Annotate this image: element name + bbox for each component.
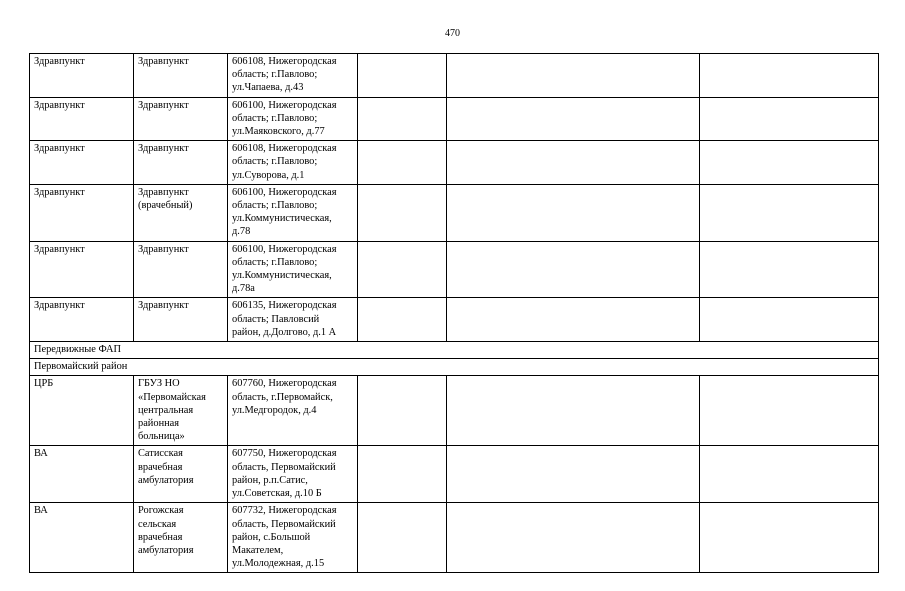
facility-type-cell: Здравпункт bbox=[30, 54, 134, 98]
table-body bbox=[30, 54, 879, 573]
empty-cell-6 bbox=[700, 141, 879, 185]
address-cell: 606108, Нижегородская область; г.Павлово; ул.Суворова, д.1 bbox=[228, 141, 358, 185]
empty-cell-5 bbox=[447, 141, 700, 185]
empty-cell-5 bbox=[447, 503, 700, 573]
facility-type-cell: ВА bbox=[30, 503, 134, 573]
empty-cell-4 bbox=[358, 97, 447, 141]
address-cell: 606135, Нижегородская область; Павловсий район, д.Долгово, д.1 А bbox=[228, 298, 358, 342]
address-cell: 606108, Нижегородская область; г.Павлово; ул.Чапаева, д.43 bbox=[228, 54, 358, 98]
facility-name-cell: Здравпункт bbox=[134, 298, 228, 342]
facility-type-cell: Здравпункт bbox=[30, 141, 134, 185]
table-row bbox=[30, 54, 879, 98]
empty-cell-5 bbox=[447, 241, 700, 298]
subsection-label: Первомайский район bbox=[30, 359, 879, 376]
page-number: 470 bbox=[445, 28, 460, 39]
subsection-header-row bbox=[30, 359, 879, 376]
section-label: Передвижные ФАП bbox=[30, 342, 879, 359]
empty-cell-4 bbox=[358, 503, 447, 573]
empty-cell-4 bbox=[358, 376, 447, 446]
facility-type-cell: Здравпункт bbox=[30, 97, 134, 141]
empty-cell-6 bbox=[700, 446, 879, 503]
facility-type-cell: ЦРБ bbox=[30, 376, 134, 446]
empty-cell-4 bbox=[358, 54, 447, 98]
facility-name-cell: Здравпункт (врачебный) bbox=[134, 184, 228, 241]
table-row bbox=[30, 298, 879, 342]
empty-cell-5 bbox=[447, 184, 700, 241]
facility-name-cell: Здравпункт bbox=[134, 141, 228, 185]
facility-name-cell: ГБУЗ НО «Первомайская центральная районная больница» bbox=[134, 376, 228, 446]
empty-cell-6 bbox=[700, 241, 879, 298]
facility-type-cell: ВА bbox=[30, 446, 134, 503]
facility-name-cell: Здравпункт bbox=[134, 54, 228, 98]
empty-cell-4 bbox=[358, 446, 447, 503]
empty-cell-4 bbox=[358, 141, 447, 185]
empty-cell-6 bbox=[700, 503, 879, 573]
table-row bbox=[30, 446, 879, 503]
address-cell: 606100, Нижегородская область; г.Павлово; ул.Коммунистическая, д.78 bbox=[228, 184, 358, 241]
table-row bbox=[30, 184, 879, 241]
address-cell: 606100, Нижегородская область; г.Павлово; ул.Коммунистическая, д.78а bbox=[228, 241, 358, 298]
table-row bbox=[30, 141, 879, 185]
facility-name-cell: Здравпункт bbox=[134, 241, 228, 298]
empty-cell-6 bbox=[700, 376, 879, 446]
address-cell: 607750, Нижегородская область, Первомайский район, р.п.Сатис, ул.Советская, д.10 Б bbox=[228, 446, 358, 503]
facility-type-cell: Здравпункт bbox=[30, 298, 134, 342]
empty-cell-4 bbox=[358, 184, 447, 241]
table-row bbox=[30, 376, 879, 446]
empty-cell-6 bbox=[700, 184, 879, 241]
empty-cell-4 bbox=[358, 241, 447, 298]
empty-cell-6 bbox=[700, 97, 879, 141]
address-cell: 606100, Нижегородская область; г.Павлово; ул.Маяковского, д.77 bbox=[228, 97, 358, 141]
address-cell: 607732, Нижегородская область, Первомайский район, с.Большой Макателем, ул.Молодежная, д.15 bbox=[228, 503, 358, 573]
empty-cell-5 bbox=[447, 298, 700, 342]
facility-name-cell: Здравпункт bbox=[134, 97, 228, 141]
empty-cell-6 bbox=[700, 54, 879, 98]
section-header-row bbox=[30, 342, 879, 359]
empty-cell-5 bbox=[447, 54, 700, 98]
address-cell: 607760, Нижегородская область, г.Первомайск, ул.Медгородок, д.4 bbox=[228, 376, 358, 446]
facility-name-cell: Рогожская сельская врачебная амбулатория bbox=[134, 503, 228, 573]
empty-cell-5 bbox=[447, 446, 700, 503]
empty-cell-4 bbox=[358, 298, 447, 342]
table-row bbox=[30, 97, 879, 141]
facility-name-cell: Сатисская врачебная амбулатория bbox=[134, 446, 228, 503]
empty-cell-5 bbox=[447, 376, 700, 446]
table-row bbox=[30, 503, 879, 573]
facility-type-cell: Здравпункт bbox=[30, 184, 134, 241]
facility-type-cell: Здравпункт bbox=[30, 241, 134, 298]
table-row bbox=[30, 241, 879, 298]
empty-cell-5 bbox=[447, 97, 700, 141]
medical-facilities-table bbox=[29, 53, 879, 573]
empty-cell-6 bbox=[700, 298, 879, 342]
